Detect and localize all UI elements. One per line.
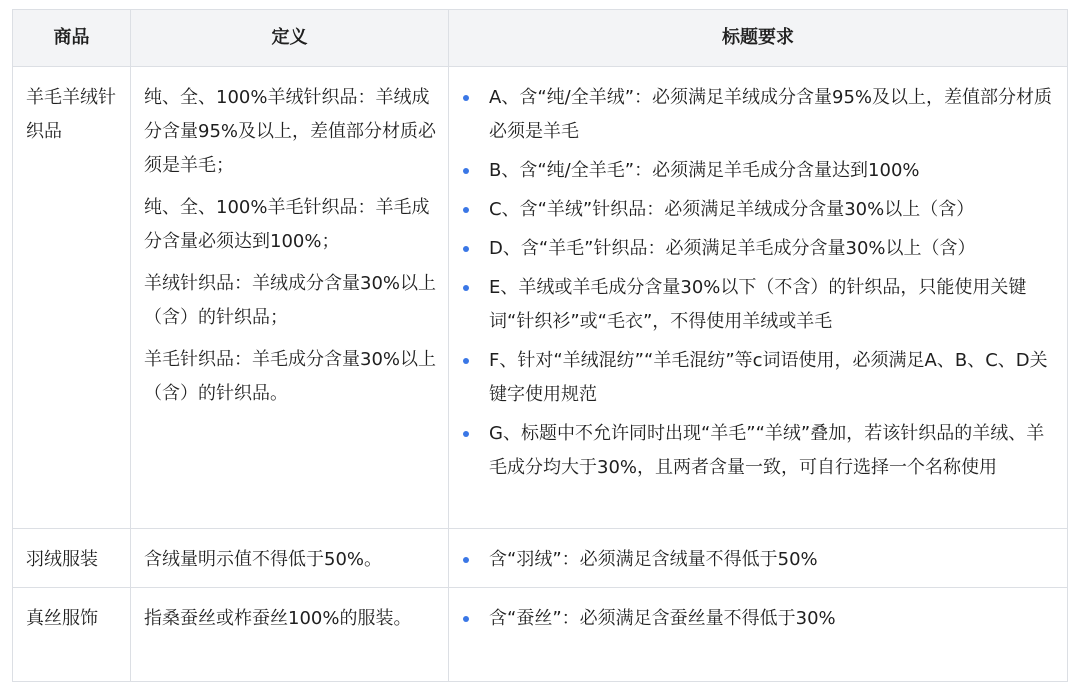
requirements-list <box>461 543 1055 577</box>
list-item <box>461 602 1055 636</box>
bullet-icon <box>463 431 469 437</box>
header-definition: 定义 <box>131 10 449 67</box>
definition-text: 纯、全、100%羊绒针织品：羊绒成分含量95%及以上，差值部分材质必须是羊毛； <box>144 87 437 176</box>
bullet-icon <box>463 95 469 101</box>
list-item <box>461 344 1055 412</box>
list-item <box>461 154 1055 188</box>
list-item <box>461 271 1055 339</box>
header-product: 商品 <box>13 10 131 67</box>
requirement-text: B、含“纯/全羊毛”：必须满足羊毛成分含量达到100% <box>489 160 920 181</box>
requirements-cell <box>449 588 1068 682</box>
requirement-text: E、羊绒或羊毛成分含量30%以下（不含）的针织品，只能使用关键词“针织衫”或“毛衣”，不得使用羊绒或羊毛 <box>489 277 1027 332</box>
table-row <box>13 588 1068 682</box>
requirement-text: D、含“羊毛”针织品：必须满足羊毛成分含量30%以上（含） <box>489 238 976 259</box>
list-item <box>461 232 1055 266</box>
bullet-icon <box>463 168 469 174</box>
rules-table <box>12 9 1068 682</box>
bullet-icon <box>463 358 469 364</box>
bullet-icon <box>463 246 469 252</box>
requirement-text: G、标题中不允许同时出现“羊毛”“羊绒”叠加，若该针织品的羊绒、羊毛成分均大于30%，且两者含量一致，可自行选择一个名称使用 <box>489 423 1045 478</box>
requirement-text: 含“羽绒”：必须满足含绒量不得低于50% <box>489 549 818 570</box>
list-item <box>461 543 1055 577</box>
definition-text: 羊毛针织品：羊毛成分含量30%以上（含）的针织品。 <box>144 349 437 404</box>
table-container <box>12 9 1068 682</box>
table-row <box>13 529 1068 588</box>
header-title-requirements: 标题要求 <box>449 10 1068 67</box>
requirement-text: A、含“纯/全羊绒”：必须满足羊绒成分含量95%及以上，差值部分材质必须是羊毛 <box>489 87 1053 142</box>
product-cell: 羽绒服装 <box>13 529 131 588</box>
requirements-list <box>461 81 1055 485</box>
list-item <box>461 193 1055 227</box>
definition-cell <box>131 67 449 529</box>
header-row <box>13 10 1068 67</box>
list-item <box>461 81 1055 149</box>
requirement-text: F、针对“羊绒混纺”“羊毛混纺”等c词语使用，必须满足A、B、C、D关键字使用规范 <box>489 350 1048 405</box>
definition-text: 含绒量明示值不得低于50%。 <box>144 549 383 570</box>
requirements-list <box>461 602 1055 636</box>
definition-cell <box>131 529 449 588</box>
definition-text: 羊绒针织品：羊绒成分含量30%以上（含）的针织品； <box>144 273 437 328</box>
bullet-icon <box>463 207 469 213</box>
table-row <box>13 67 1068 529</box>
bullet-icon <box>463 557 469 563</box>
bullet-icon <box>463 616 469 622</box>
requirement-text: C、含“羊绒”针织品：必须满足羊绒成分含量30%以上（含） <box>489 199 975 220</box>
definition-text: 指桑蚕丝或柞蚕丝100%的服装。 <box>144 608 412 629</box>
definition-cell <box>131 588 449 682</box>
product-cell: 真丝服饰 <box>13 588 131 682</box>
requirement-text: 含“蚕丝”：必须满足含蚕丝量不得低于30% <box>489 608 836 629</box>
requirements-cell <box>449 529 1068 588</box>
definition-text: 纯、全、100%羊毛针织品：羊毛成分含量必须达到100%； <box>144 197 430 252</box>
product-cell: 羊毛羊绒针织品 <box>13 67 131 529</box>
bullet-icon <box>463 285 469 291</box>
requirements-cell <box>449 67 1068 529</box>
list-item <box>461 417 1055 485</box>
